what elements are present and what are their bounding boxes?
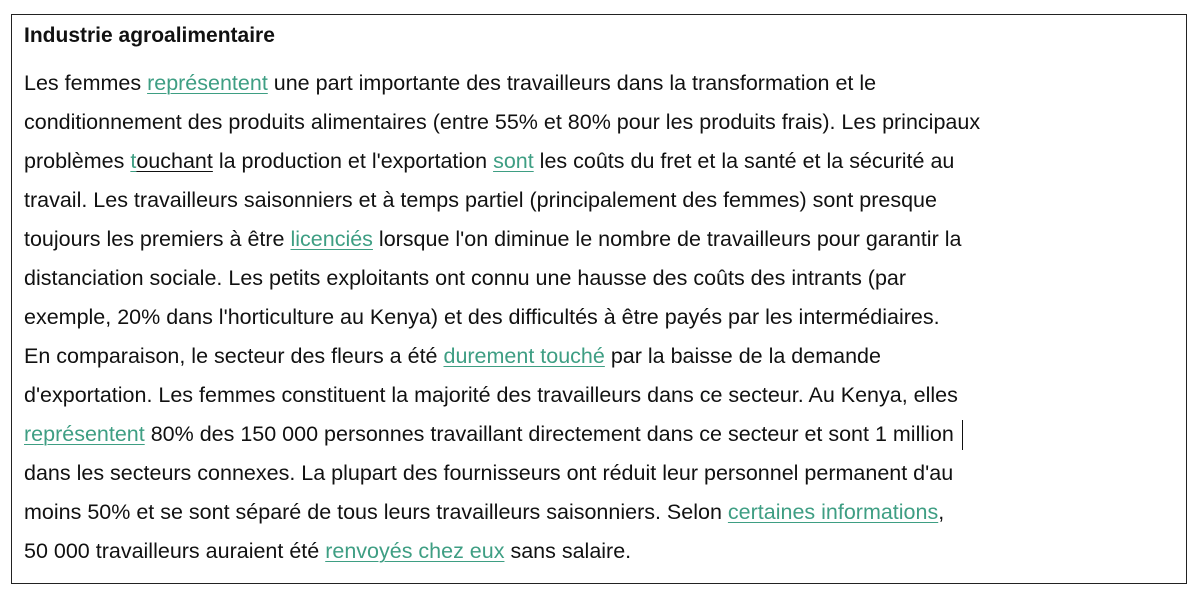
paragraph-line	[24, 337, 1174, 376]
paragraph-line	[24, 103, 1174, 142]
paragraph-line	[24, 181, 1174, 220]
text-run: 80% des 150 000 personnes travaillant directement dans ce secteur et sont 1 million	[144, 422, 954, 446]
document-frame	[11, 14, 1187, 584]
text-run: En comparaison, le secteur des fleurs a été	[24, 344, 444, 368]
text-run: exemple, 20% dans l'horticulture au Kenya) et des difficultés à être payés par les intermédiaires.	[24, 305, 940, 329]
text-cursor	[962, 420, 964, 450]
text-run: sans salaire.	[504, 539, 632, 563]
hyperlink[interactable]: représentent	[147, 71, 268, 95]
text-run: dans les secteurs connexes. La plupart des fournisseurs ont réduit leur personnel permanent d'au	[24, 461, 954, 485]
paragraph-line	[24, 493, 1174, 532]
text-run: une part importante des travailleurs dans la transformation et le	[267, 71, 877, 95]
hyperlink[interactable]: sont	[493, 149, 534, 173]
hyperlink[interactable]: durement touché	[443, 344, 605, 368]
paragraph-line	[24, 415, 1174, 454]
paragraph-line	[24, 220, 1174, 259]
paragraph-line	[24, 298, 1174, 337]
hyperlink[interactable]: représentent	[24, 422, 145, 446]
hyperlink[interactable]: certaines informations	[727, 500, 939, 524]
text-run: distanciation sociale. Les petits exploitants ont connu une hausse des coûts des intrants (par	[24, 266, 907, 290]
text-run: ,	[938, 500, 945, 524]
text-run: toujours les premiers à être	[24, 227, 291, 251]
text-run: travail. Les travailleurs saisonniers et à temps partiel (principalement des femmes) sont presque	[24, 188, 937, 212]
paragraph-line	[24, 376, 1174, 415]
paragraph-line	[24, 454, 1174, 493]
underlined-text: ouchant	[136, 149, 213, 173]
text-run: les coûts du fret et la santé et la sécurité au	[533, 149, 955, 173]
section-heading: Industrie agroalimentaire	[24, 24, 275, 47]
hyperlink[interactable]: t	[130, 149, 137, 173]
text-run: 50 000 travailleurs auraient été	[24, 539, 326, 563]
hyperlink[interactable]: licenciés	[290, 227, 373, 251]
document-body	[24, 22, 1174, 571]
paragraph-line	[24, 259, 1174, 298]
text-run: conditionnement des produits alimentaires (entre 55% et 80% pour les produits frais). Les principaux	[24, 110, 981, 134]
text-run: la production et l'exportation	[212, 149, 494, 173]
text-run: lorsque l'on diminue le nombre de travailleurs pour garantir la	[372, 227, 962, 251]
paragraph-line	[24, 532, 1174, 571]
paragraph-line	[24, 64, 1174, 103]
text-run: par la baisse de la demande	[604, 344, 881, 368]
paragraph-line	[24, 142, 1174, 181]
text-run: Les femmes	[24, 71, 148, 95]
hyperlink[interactable]: renvoyés chez eux	[325, 539, 505, 563]
text-run: moins 50% et se sont séparé de tous leurs travailleurs saisonniers. Selon	[24, 500, 728, 524]
text-run: problèmes	[24, 149, 131, 173]
text-run: d'exportation. Les femmes constituent la majorité des travailleurs dans ce secteur. Au Kenya, elles	[24, 383, 958, 407]
